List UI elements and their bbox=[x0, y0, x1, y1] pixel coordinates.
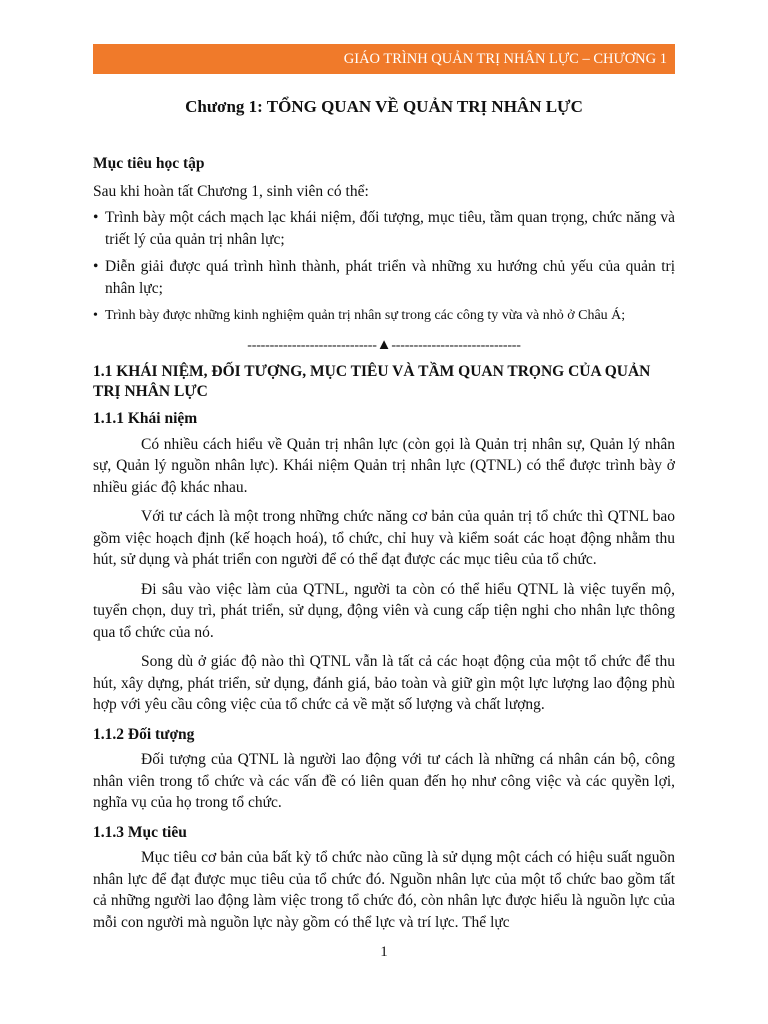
objective-item bbox=[93, 305, 675, 327]
subsection-title: 1.1.2 Đối tượng bbox=[93, 725, 195, 743]
divider-left: ----------------------------- bbox=[247, 337, 377, 353]
triangle-icon: ▲ bbox=[376, 336, 392, 353]
running-header-text: GIÁO TRÌNH QUẢN TRỊ NHÂN LỰC – CHƯƠNG 1 bbox=[343, 51, 667, 67]
running-header bbox=[93, 44, 675, 74]
section-title: 1.1 KHÁI NIỆM, ĐỐI TƯỢNG, MỤC TIÊU VÀ TẦM QUAN TRỌNG CỦA QUẢN TRỊ NHÂN LỰC bbox=[93, 363, 651, 400]
page-number: 1 bbox=[380, 944, 388, 960]
bullet-icon: • bbox=[93, 209, 99, 226]
objective-item bbox=[93, 256, 675, 299]
objective-text: Trình bày một cách mạch lạc khái niệm, đối tượng, mục tiêu, tầm quan trọng, chức năng và triết lý của quản trị nhân lực; bbox=[105, 209, 675, 248]
subsection-title: 1.1.1 Khái niệm bbox=[93, 410, 198, 427]
objective-text: Diễn giải được quá trình hình thành, phát triển và những xu hướng chủ yếu của quản trị nhân lực; bbox=[105, 258, 675, 297]
page-body bbox=[93, 153, 675, 941]
bullet-icon: • bbox=[93, 258, 99, 275]
paragraph: Với tư cách là một trong những chức năng cơ bản của quản trị tổ chức thì QTNL bao gồm việc hoạch định (kế hoạch hoá), tổ chức, chỉ huy và kiểm soát các hoạt động nhằm thu hút, sử dụng và phát triển con người để có thể đạt được các mục tiêu của tổ chức. bbox=[93, 508, 675, 568]
objectives-title: Mục tiêu học tập bbox=[93, 155, 205, 172]
paragraph: Mục tiêu cơ bản của bất kỳ tổ chức nào cũng là sử dụng một cách có hiệu suất nguồn nhân lực để đạt được mục tiêu của tổ chức đó. Nguồn nhân lực của một tổ chức bao gồm tất cả những người lao động làm việc trong tổ chức đó, còn nhân lực được hiểu là nguồn lực của mỗi con người mà nguồn lực này gồm có thể lực và trí lực. Thể lực bbox=[93, 849, 675, 931]
paragraph: Có nhiều cách hiểu về Quản trị nhân lực (còn gọi là Quản trị nhân sự, Quản lý nhân sự, Quản lý nguồn nhân lực). Khái niệm Quản trị nhân lực (QTNL) có thể được trình bày ở nhiều giác độ khác nhau. bbox=[93, 435, 675, 496]
paragraph: Đi sâu vào việc làm của QTNL, người ta còn có thể hiểu QTNL là việc tuyển mộ, tuyển chọn, duy trì, phát triển, sử dụng, động viên và cung cấp tiện nghi cho nhân lực thông qua tổ chức của nó. bbox=[93, 580, 675, 641]
paragraph: Đối tượng của QTNL là người lao động với tư cách là những cá nhân cán bộ, công nhân viên trong tổ chức và các vấn đề có liên quan đến họ như công việc và các quyền lợi, nghĩa vụ của họ trong tổ chức. bbox=[93, 751, 675, 811]
section-divider bbox=[93, 335, 675, 357]
chapter-title: Chương 1: TỔNG QUAN VỀ QUẢN TRỊ NHÂN LỰC bbox=[185, 97, 583, 116]
divider-right: ----------------------------- bbox=[391, 337, 521, 353]
objective-item bbox=[93, 207, 675, 250]
subsection-title: 1.1.3 Mục tiêu bbox=[93, 823, 187, 841]
bullet-icon: • bbox=[93, 308, 98, 323]
paragraph: Song dù ở giác độ nào thì QTNL vẫn là tất cả các hoạt động của một tổ chức để thu hút, xây dựng, phát triển, sử dụng, đánh giá, bảo toàn và giữ gìn một lực lượng lao động phù hợp với yêu cầu công việc của tổ chức cả về mặt số lượng và chất lượng. bbox=[93, 653, 675, 713]
objective-text: Trình bày được những kinh nghiệm quản trị nhân sự trong các công ty vừa và nhỏ ở Châu Á; bbox=[105, 308, 626, 323]
objectives-intro: Sau khi hoàn tất Chương 1, sinh viên có thể: bbox=[93, 182, 369, 200]
